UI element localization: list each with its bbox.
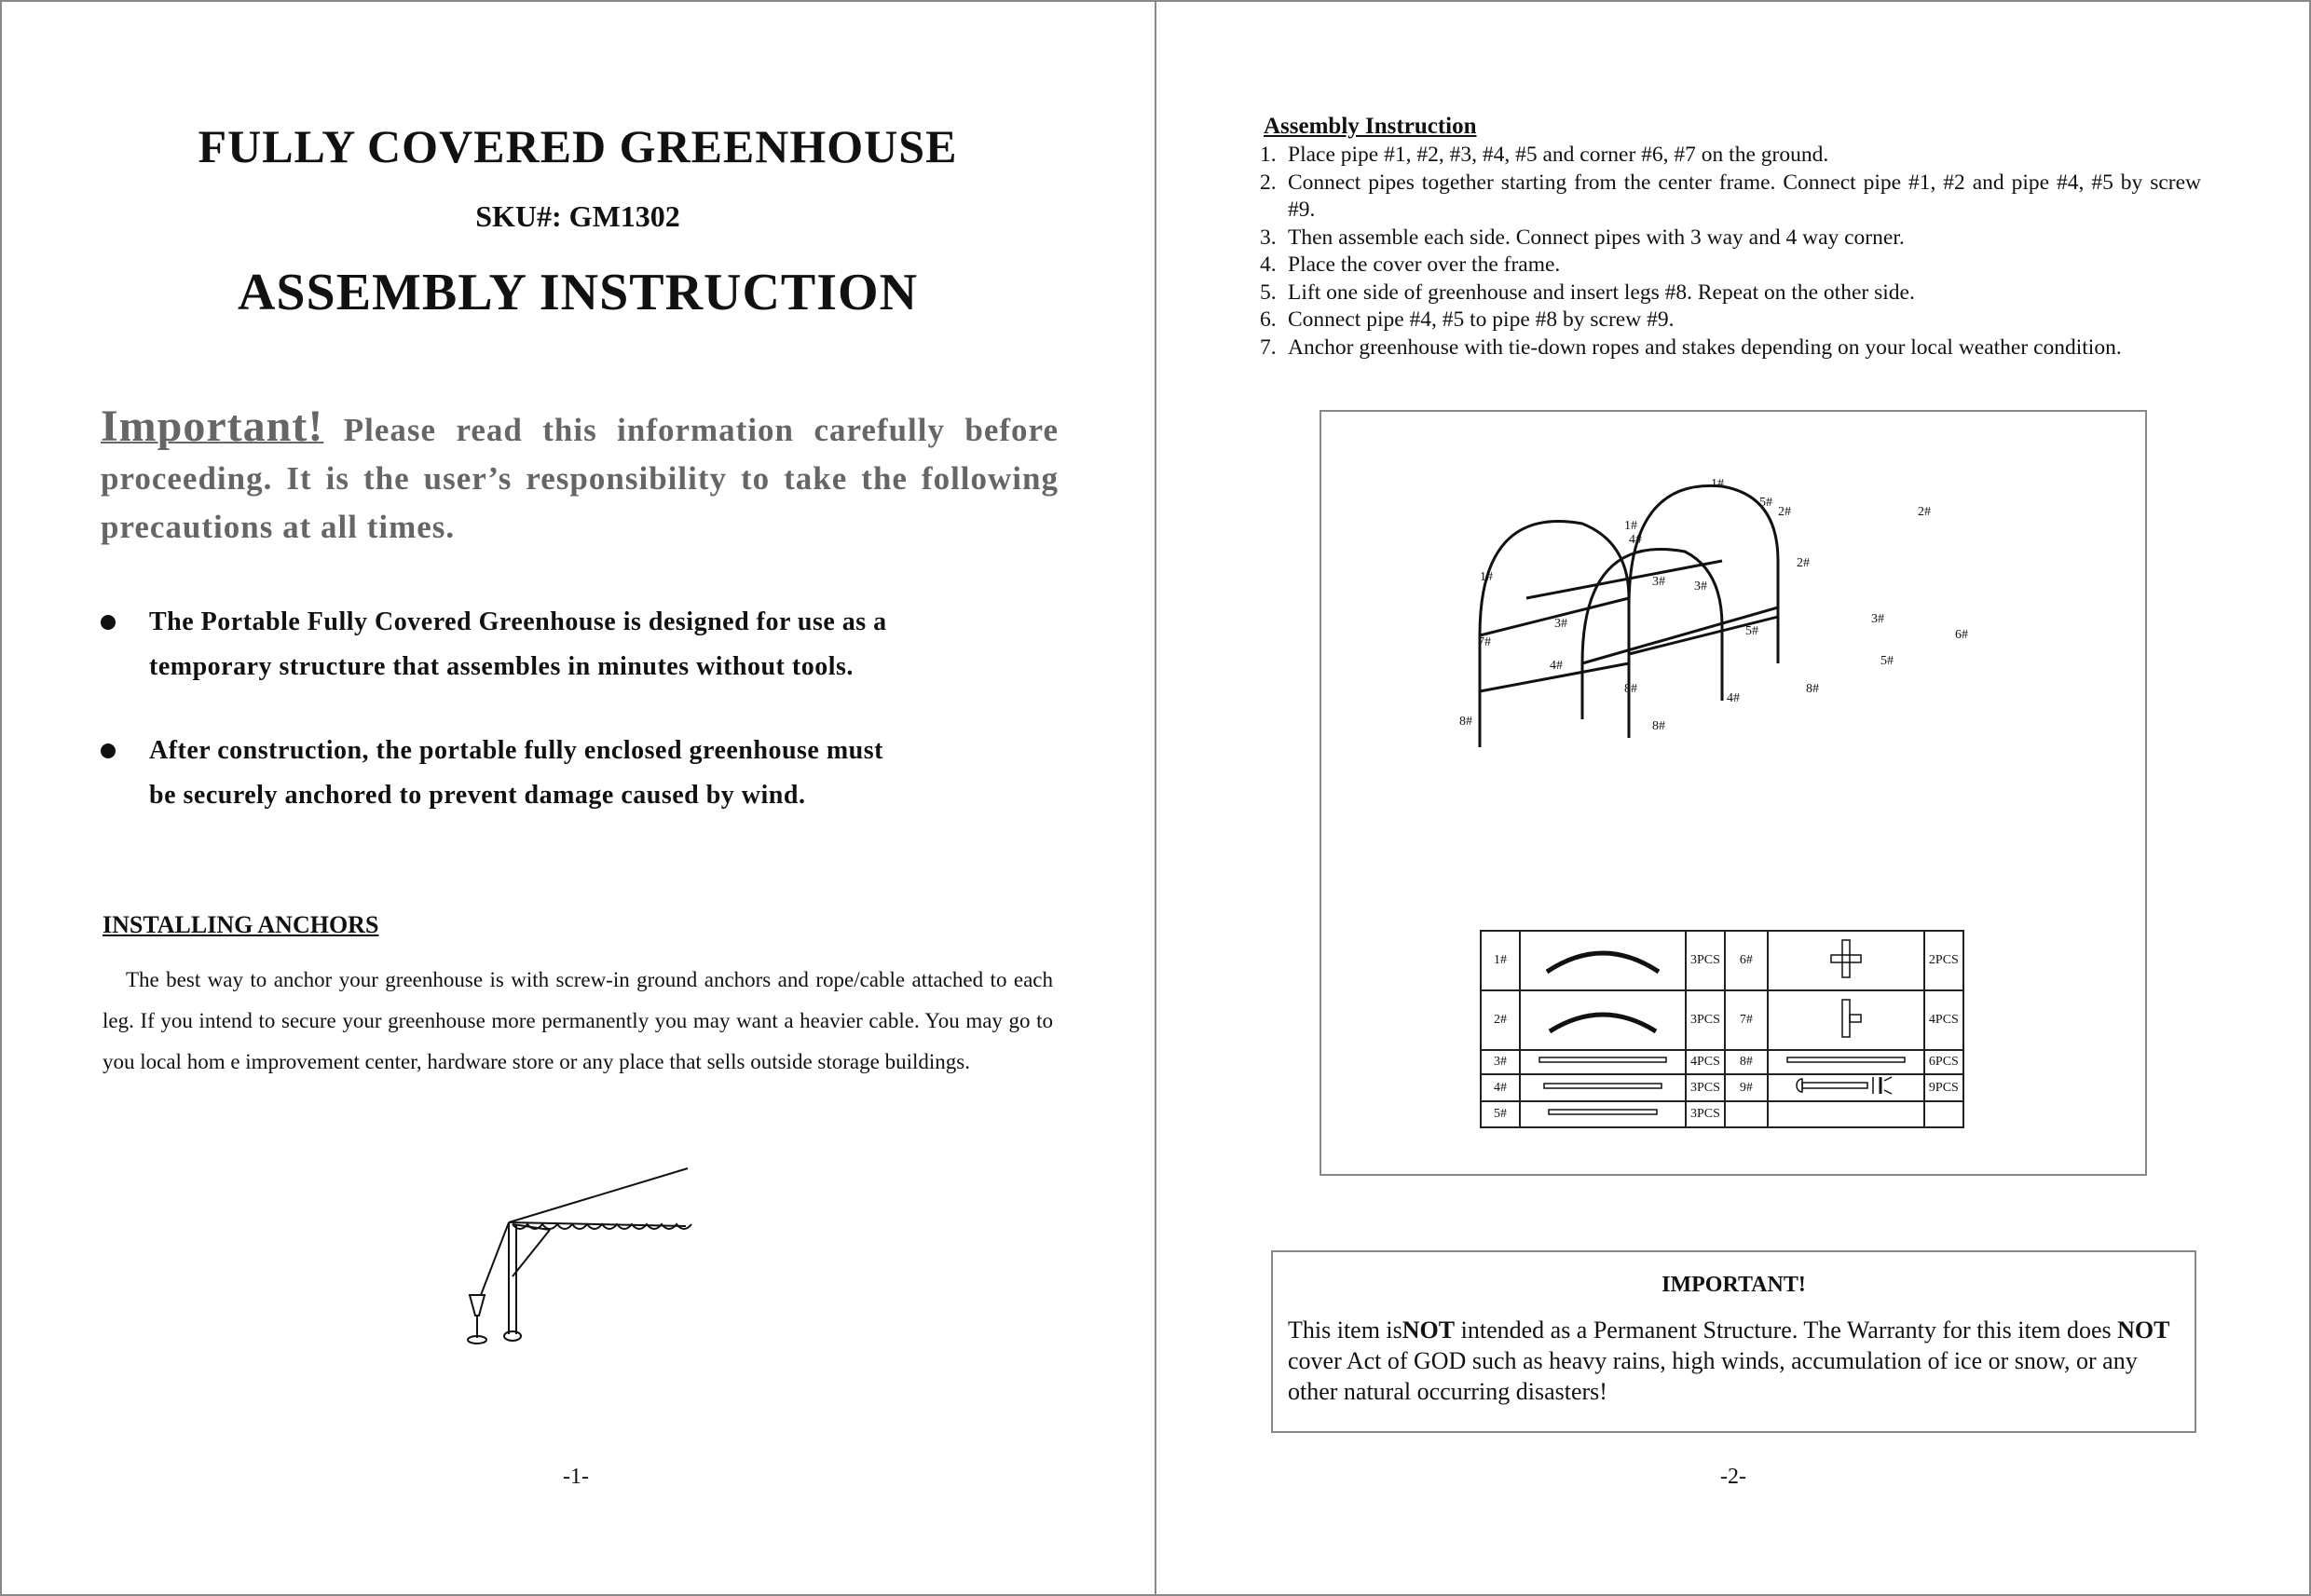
important-label: Important! — [101, 402, 324, 451]
part-qty: 3PCS — [1686, 931, 1725, 990]
diagram-label: 3# — [1554, 617, 1567, 631]
part-id: 8# — [1725, 1050, 1768, 1074]
part-qty: 2PCS — [1924, 931, 1963, 990]
part-qty: 6PCS — [1924, 1050, 1963, 1074]
diagram-label: 2# — [1778, 505, 1791, 519]
diagram-label: 5# — [1759, 496, 1772, 510]
text-run: cover Act of GOD such as heavy rains, high winds, accumulation of ice or snow, or any other natural occurring disasters! — [1288, 1347, 2138, 1405]
pipe-2-drawing — [1520, 990, 1686, 1050]
part-id: 4# — [1481, 1074, 1520, 1101]
emphasis: NOT — [2117, 1316, 2170, 1344]
part-id: 5# — [1481, 1101, 1520, 1127]
four-way-corner-drawing — [1768, 931, 1924, 990]
bullet-dot-icon — [101, 615, 116, 630]
bullet-line: The Portable Fully Covered Greenhouse is designed for use as a — [149, 607, 887, 636]
parts-row — [1481, 1101, 1963, 1127]
important-notice — [101, 402, 1059, 552]
diagram-label: 3# — [1652, 575, 1665, 589]
bullet-item — [101, 600, 887, 689]
screw-drawing — [1768, 1074, 1924, 1101]
step-number: 3. — [1260, 225, 1277, 250]
part-id: 9# — [1725, 1074, 1768, 1101]
anchors-text: The best way to anchor your greenhouse is with screw-in ground anchors and rope/cable attached to each leg. If you intend to secure your greenhouse more permanently you may want a heavier cable. You may go to you local hom e improvement center, hardware store or any place that sells outside storage buildings. — [103, 968, 1053, 1073]
page-number: -2- — [1720, 1465, 1746, 1489]
part-qty — [1924, 1101, 1963, 1127]
step-item — [1260, 225, 2201, 252]
pipe-4-drawing — [1520, 1074, 1686, 1101]
pipe-5-drawing — [1520, 1101, 1686, 1127]
part-qty: 3PCS — [1686, 990, 1725, 1050]
step-number: 2. — [1260, 170, 1277, 195]
diagram-label: 5# — [1745, 624, 1758, 638]
parts-row — [1481, 931, 1963, 990]
diagram-box — [1320, 410, 2147, 1176]
parts-row — [1481, 1074, 1963, 1101]
step-number: 5. — [1260, 280, 1277, 305]
step-item — [1260, 307, 2201, 334]
bullet-dot-icon — [101, 743, 116, 758]
part-qty: 4PCS — [1924, 990, 1963, 1050]
parts-row — [1481, 1050, 1963, 1074]
step-text: Lift one side of greenhouse and insert legs #8. Repeat on the other side. — [1288, 280, 1915, 305]
page-divider — [1155, 0, 1156, 1596]
step-item — [1260, 142, 2201, 170]
diagram-label: 5# — [1880, 654, 1894, 668]
bullet-line: After construction, the portable fully enclosed greenhouse must — [149, 736, 883, 765]
step-number: 1. — [1260, 143, 1277, 167]
part-qty: 9PCS — [1924, 1074, 1963, 1101]
assembly-heading: Assembly Instruction — [1264, 114, 1477, 139]
diagram-label: 2# — [1797, 556, 1810, 570]
part-id: 3# — [1481, 1050, 1520, 1074]
parts-row — [1481, 990, 1963, 1050]
step-text: Connect pipe #4, #5 to pipe #8 by screw #9. — [1288, 307, 1675, 332]
step-text: Place the cover over the frame. — [1288, 252, 1561, 277]
diagram-label: 2# — [1918, 505, 1931, 519]
diagram-label: 7# — [1478, 635, 1491, 649]
leg-8-drawing — [1768, 1050, 1924, 1074]
text-run: intended as a Permanent Structure. The Warranty for this item does — [1455, 1316, 2118, 1344]
diagram-label: 4# — [1550, 659, 1563, 673]
step-text: Then assemble each side. Connect pipes with 3 way and 4 way corner. — [1288, 225, 1905, 250]
document-title: FULLY COVERED GREENHOUSE — [198, 120, 958, 172]
part-id: 2# — [1481, 990, 1520, 1050]
parts-table — [1480, 930, 1964, 1128]
part-id: 7# — [1725, 990, 1768, 1050]
step-text: Place pipe #1, #2, #3, #4, #5 and corner #6, #7 on the ground. — [1288, 143, 1829, 167]
pipe-1-drawing — [1520, 931, 1686, 990]
important-title: IMPORTANT! — [1661, 1273, 1806, 1297]
bullet-line: temporary structure that assembles in minutes without tools. — [149, 652, 854, 681]
diagram-label: 4# — [1727, 691, 1740, 705]
important-box — [1271, 1250, 2196, 1433]
part-id — [1725, 1101, 1768, 1127]
pipe-3-drawing — [1520, 1050, 1686, 1074]
part-qty: 4PCS — [1686, 1050, 1725, 1074]
sku: SKU#: GM1302 — [475, 199, 680, 233]
part-id: 1# — [1481, 931, 1520, 990]
diagram-label: 4# — [1629, 533, 1642, 547]
document-subtitle: ASSEMBLY INSTRUCTION — [237, 264, 919, 321]
diagram-label: 3# — [1871, 612, 1884, 626]
step-item — [1260, 170, 2201, 225]
diagram-label: 8# — [1806, 682, 1819, 696]
step-text: Connect pipes together starting from the center frame. Connect pipe #1, #2 and pipe #4, #5 by screw #9. — [1288, 170, 2201, 222]
diagram-label: 8# — [1459, 715, 1472, 729]
step-number: 7. — [1260, 334, 1277, 360]
emphasis: NOT — [1402, 1316, 1456, 1344]
part-qty: 3PCS — [1686, 1074, 1725, 1101]
step-item — [1260, 334, 2201, 362]
diagram-label: 1# — [1480, 570, 1493, 584]
step-text: Anchor greenhouse with tie-down ropes and stakes depending on your local weather condition. — [1288, 334, 2122, 360]
important-text: Please read this information carefully before proceeding. It is the user’s responsibility to take the following precautions at all times. — [101, 412, 1059, 545]
anchors-heading: INSTALLING ANCHORS — [103, 911, 379, 938]
page-number: -1- — [563, 1465, 589, 1489]
diagram-label: 8# — [1624, 682, 1637, 696]
part-qty: 3PCS — [1686, 1101, 1725, 1127]
empty-cell — [1768, 1101, 1924, 1127]
step-item — [1260, 280, 2201, 307]
important-text — [1288, 1315, 2180, 1407]
text-run: This item is — [1288, 1316, 1402, 1344]
diagram-label: 6# — [1955, 628, 1968, 642]
bullet-item — [101, 729, 883, 818]
diagram-label: 3# — [1694, 580, 1707, 593]
anchor-illustration — [447, 1155, 708, 1351]
diagram-label: 8# — [1652, 719, 1665, 733]
three-way-corner-drawing — [1768, 990, 1924, 1050]
assembly-steps — [1260, 142, 2201, 361]
part-id: 6# — [1725, 931, 1768, 990]
step-number: 4. — [1260, 252, 1277, 277]
step-number: 6. — [1260, 307, 1277, 332]
bullet-line: be securely anchored to prevent damage caused by wind. — [149, 781, 806, 810]
step-item — [1260, 252, 2201, 280]
diagram-label: 1# — [1624, 519, 1637, 533]
diagram-label: 1# — [1711, 477, 1724, 491]
